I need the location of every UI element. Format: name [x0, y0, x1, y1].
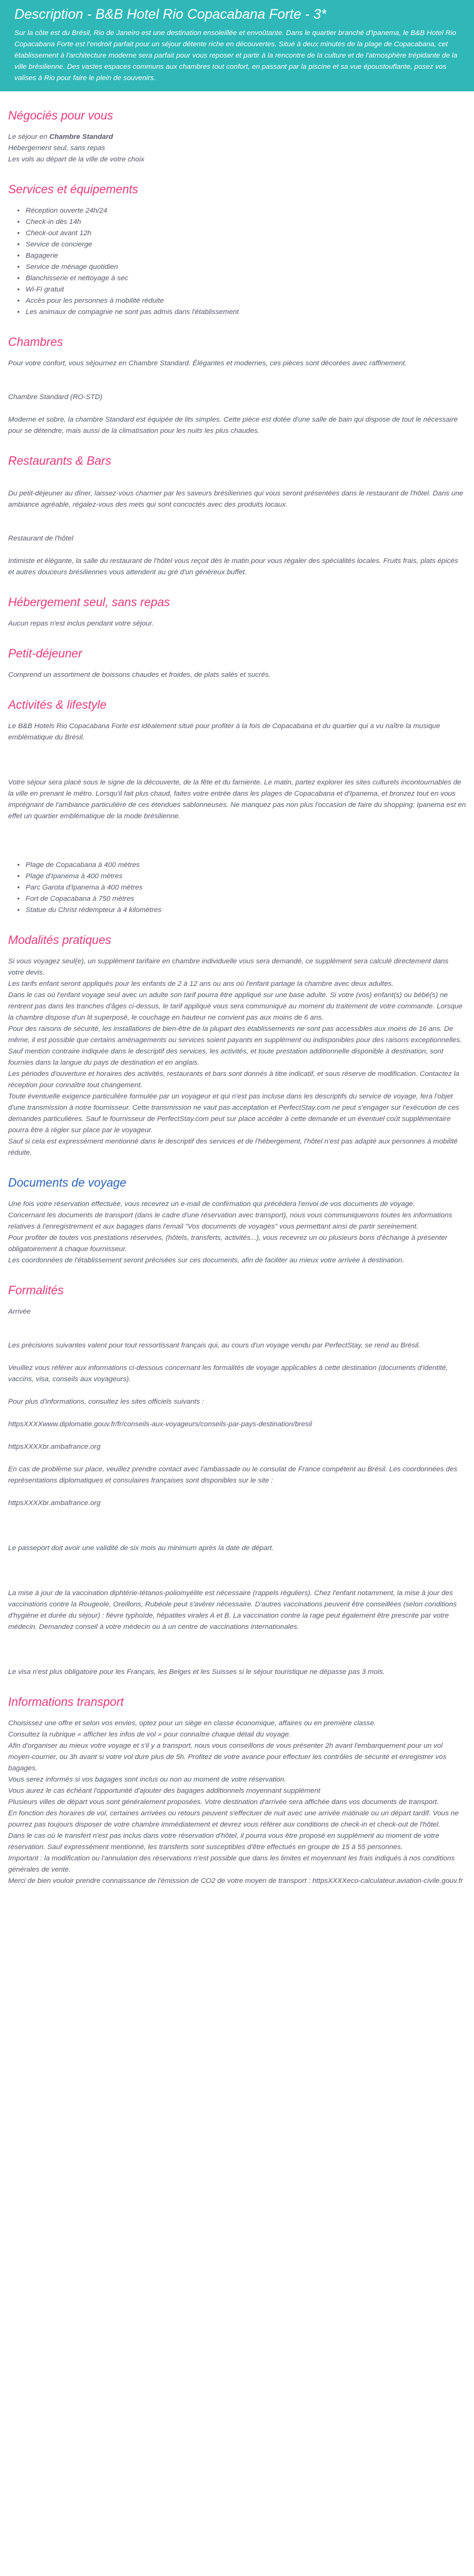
restaurants-title: Restaurants & Bars: [8, 455, 111, 468]
diplomatie-link[interactable]: httpsXXXXwww.diplomatie.gouv.fr/fr/conseils-aux-voyageurs/conseils-par-pays-destination/bresil: [8, 1421, 312, 1428]
documents-line: Les coordonnées de l'établissement seront précisées sur ces documents, afin de faciliter au mieux votre arrivée à destination.: [8, 1257, 405, 1264]
description-banner: [0, 0, 474, 91]
list-item: • Parc Garota d'Ipanema à 400 mètres: [26, 882, 466, 893]
formalites-visa: Le visa n'est plus obligatoire pour les Français, les Belges et les Suisses si le séjour touristique ne dépasse pas 3 mois.: [8, 1668, 385, 1676]
list-item: • Plage d'Ipanema à 400 mètres: [26, 871, 466, 882]
documents-line: Pour profiter de toutes vos prestations réservées, (hôtels, transferts, activités...), vous recevrez un ou plusieurs bons d'échange à présenter obligatoirement à chaque fournisseur.: [8, 1234, 448, 1253]
list-item: • Wi-Fi gratuit: [26, 284, 466, 295]
list-item: • Check-out avant 12h: [26, 228, 466, 239]
documents-title: Documents de voyage: [8, 1177, 127, 1190]
petitdej-section: [8, 647, 466, 681]
transport-line: Plusieurs villes de départ vous sont généralement proposées. Votre destination d'arrivée sera affichée dans vos documents de transport.: [8, 1798, 439, 1806]
formalites-sites-intro: Pour plus d'informations, consultez les sites officiels suivants :: [8, 1398, 204, 1406]
petitdej-text: Comprend un assortiment de boissons chaudes et froides, de plats salés et sucrés.: [8, 671, 271, 679]
hebergement-text: Aucun repas n'est inclus pendant votre séjour.: [8, 620, 154, 627]
transport-line: Dans le cas où le transfert n'est pas inclus dans votre réservation d'hôtel, il pourra vous être proposé en supplément au moment de votre réservation. Sauf expressément mentionné, les transferts sont susceptibles d'être effectués en groupe de 15 à 55 personnes.: [8, 1832, 440, 1851]
list-item: • Service de concierge: [26, 239, 466, 250]
restaurants-description: Intimiste et élégante, la salle du restaurant de l'hôtel vous reçoit dès le matin pour vous régaler des spécialités locales. Fruits frais, plats épicés et autres douceurs brésiliennes vous attendent au gré d'un généreux buffet.: [8, 557, 458, 576]
list-item: • Check-in dès 14h: [26, 216, 466, 228]
restaurants-section: [8, 454, 466, 578]
transport-line: Choisissez une offre et selon vos envies, optez pour un siège en classe économique, affaires ou en première classe.: [8, 1720, 376, 1727]
formalites-section: [8, 1284, 466, 1678]
modalites-line: Si vous voyagez seul(e), un supplément tarifaire en chambre individuelle vous sera demandé, ce supplément sera calculé directement dans votre devis.: [8, 958, 449, 976]
negocies-section: [8, 109, 466, 165]
modalites-line: Les tarifs enfant seront appliqués pour les enfants de 2 à 12 ans ou ans où l'enfant partage la chambre avec deux adultes.: [8, 980, 394, 988]
formalites-vaccination: La mise à jour de la vaccination diphtérie-tétanos-poliomyélite est nécessaire (rappels réguliers). Chez l'enfant notamment, la mise à jour des vaccinations contre la Rougeole, Oreillons, Rubéole peut s'avérer nécessaire. D'autres vaccinations peuvent être conseillées (selon conditions d'hygiène et durée du séjour) : fièvre typhoïde, hépatites virales A et B. La vaccination contre la rage peut également être prescrite par votre médecin. Demandez conseil à votre médecin ou à un centre de vaccinations internationales.: [8, 1590, 457, 1631]
negocies-line-room: [8, 131, 466, 143]
chambres-room-description: Moderne et sobre, la chambre Standard est équipée de lits simples. Cette pièce est dotée d'une salle de bain qui dispose de tout le nécessaire pour se détendre, mais aussi de la climatisation pour les nuits les plus chaudes.: [8, 416, 458, 435]
modalites-line: Les périodes d'ouverture et horaires des activités, restaurants et bars sont donnés à titre indicatif, et sous réserve de modification. Contactez la réception pour connaître tout changement.: [8, 1070, 460, 1089]
documents-section: [8, 1176, 466, 1266]
services-list: [8, 205, 466, 318]
chambres-room-name: Chambre Standard (RO-STD): [8, 393, 103, 401]
formalites-passport: Le passeport doit avoir une validité de six mois au minimum après la date de départ.: [8, 1544, 274, 1552]
list-item: • Accès pour les personnes à mobilité réduite: [26, 295, 466, 307]
transport-line: En fonction des horaires de vol, certaines arrivées ou retours peuvent s'effectuer de nuit avec une arrivée matinale ou un départ tardif. Vous ne pourrez pas toujours disposer de votre chambre immédiatement et devrez vous référer aux conditions de check-in et check-out de l'hôtel.: [8, 1810, 459, 1828]
formalites-intro: Les précisions suivantes valent pour tout ressortissant français qui, au cours d'un voyage vendu par PerfectStay, se rend au Brésil.: [8, 1342, 421, 1349]
list-item: • Statue du Christ rédempteur à 4 kilomètres: [26, 905, 466, 916]
activites-description: Votre séjour sera placé sous le signe de la découverte, de la fête et du farniente. Le matin, partez explorer les sites culturels incontournables de la ville en prenant le métro. Lorsqu'il fait plus chaud, faites votre entrée dans les plages de Copacabana et d'Ipanema, et bronzez tout en vous imprégnant de l'ambiance particulière de ces étendues sablonneuses. Ne manquez pas non plus l'occasion de faire du shopping; Ipanema est en effet un quartier emblématique de la mode brésilienne.: [8, 779, 466, 820]
list-item: • Bagagerie: [26, 250, 466, 261]
modalites-line: Pour des raisons de sécurité, les installations de bien-être de la plupart des établissements ne sont pas accessibles aux moins de 16 ans. De même, il est possible que certains aménagements ou services soient payants en supplément ou indisponibles pour des raisons exceptionnelles.: [8, 1025, 462, 1044]
list-item: • Fort de Copacabana à 750 mètres: [26, 893, 466, 905]
petitdej-title: Petit-déjeuner: [8, 647, 83, 661]
list-item: • Réception ouverte 24h/24: [26, 205, 466, 216]
modalites-section: [8, 933, 466, 1159]
ambafrance-link[interactable]: httpsXXXXbr.ambafrance.org: [8, 1443, 101, 1451]
list-item: • Service de ménage quotidien: [26, 261, 466, 273]
formalites-refer: Veuillez vous référer aux informations ci-dessous concernant les formalités de voyage applicables à cette destination (documents d'identité, vaccins, visa, conseils aux voyageurs).: [8, 1364, 448, 1383]
chambres-section: [8, 335, 466, 437]
ambafrance-link-2[interactable]: httpsXXXXbr.ambafrance.org: [8, 1499, 101, 1507]
intro-paragraph: Sur la côte est du Brésil, Rio de Janeiro est une destination ensoleillée et envoûtante. Dans le quartier branché d'Ipanema, le B&B Hotel Rio Copacabana Forte est l'endroit parfait pour un séjour détente riche en découvertes. Situé à deux minutes de la plage de Copacabana, cet établissement à l'architecture moderne sera parfait pour vous reposer et partir à la rencontre de la culture et de l'atmosphère trépidante de la ville brésilienne. Des vastes espaces communs aux chambres tout confort, en passant par la piscine et sa vue époustouflante, posez vos valises à Rio pour faire le plein de souvenirs.: [14, 29, 458, 82]
chambres-intro: Pour votre confort, vous séjournez en Chambre Standard. Élégantes et modernes, ces pièces sont décorées avec raffinement.: [8, 360, 407, 367]
list-item: • Blanchisserie et nettoyage à sec: [26, 273, 466, 284]
modalites-line: Toute éventuelle exigence particulière formulée par un voyageur et qui n'est pas incluse dans les descriptifs du service de voyage, fera l'objet d'une transmission à notre fournisseur. Cette transmission ne vaut pas acceptation et PerfectStay.com ne peut s'engager sur l'exécution de ces demandes particulières. Sauf le fournisseur de PerfectStay.com peut sur place accéder à cette demande et un éventuel coût supplémentaire pourra être à régler sur place par le voyageur.: [8, 1093, 460, 1134]
negocies-title: Négociés pour vous: [8, 109, 113, 123]
transport-title: Informations transport: [8, 1696, 124, 1709]
modalites-line: Sauf si cela est expressément mentionné dans le descriptif des services et de l'hébergement, l'hôtel n'est pas adapté aux personnes à mobilité réduite.: [8, 1138, 458, 1157]
hebergement-section: [8, 596, 466, 629]
chambres-title: Chambres: [8, 336, 63, 349]
documents-line: Concernant les documents de transport (dans le cadre d'une réservation avec transport), nous vous communiquerons toutes les informations relatives à l'enregistrement et aux bagages dans l'email "Vos documents de voyages" vous permettant ainsi de partir sereinement.: [8, 1212, 453, 1230]
transport-line: Afin d'organiser au mieux votre voyage et s'il y a transport, nous vous conseillons de vous présenter 2h avant l'embarquement pour un vol moyen-courrier, ou 3h avant si votre vol dure plus de 5h. Profitez de votre avance pour effectuer les contrôles de sécurité et enregistrer vos bagages.: [8, 1742, 446, 1772]
negocies-room-type: Chambre Standard: [49, 133, 113, 141]
hebergement-title: Hébergement seul, sans repas: [8, 596, 170, 609]
list-item: • Les animaux de compagnie ne sont pas admis dans l'établissement: [26, 307, 466, 318]
page-title: Description - B&B Hotel Rio Copacabana Forte - 3*: [14, 6, 326, 22]
transport-line: Vous aurez le cas échéant l'opportunité d'ajouter des bagages additionnels moyennant supplément: [8, 1787, 321, 1795]
restaurants-subtitle: Restaurant de l'hôtel: [8, 535, 74, 542]
transport-line: Important : la modification ou l'annulation des réservations n'est possible que dans les limites et moyennant les frais indiqués à nos conditions générales de vente.: [8, 1855, 455, 1874]
activites-title: Activités & lifestyle: [8, 699, 107, 712]
formalites-title: Formalités: [8, 1284, 64, 1297]
formalites-arrivee: Arrivée: [8, 1308, 31, 1316]
modalites-title: Modalités pratiques: [8, 934, 111, 947]
transport-line: Consultez la rubrique « afficher les infos de vol » pour connaître chaque détail du voyage.: [8, 1731, 291, 1738]
activites-intro: Le B&B Hotels Rio Copacabana Forte est idéalement situé pour profiter à la fois de Copacabana et du quartier qui a vu naître la musique emblématique du Brésil.: [8, 723, 440, 741]
activites-list: [8, 860, 466, 916]
restaurants-intro: Du petit-déjeuner au dîner, laissez-vous charmer par les saveurs brésiliennes qui vous seront présentées dans le restaurant de l'hôtel. Dans une ambiance agréable, régalez-vous des mets qui sont concoctés avec des produits locaux.: [8, 490, 463, 509]
activites-section: [8, 698, 466, 916]
modalites-line: Sauf mention contraire indiquée dans le descriptif des services, les activités, et toute prestation additionnelle disponible à destination, sont fournies dans la langue du pays de destination et en anglais.: [8, 1048, 443, 1067]
modalites-line: Dans le cas où l'enfant voyage seul avec un adulte son tarif pourra être appliqué sur une base adulte. Si votre (vos) enfant(s) ou bébé(s) ne rentrent pas dans les tranches d'âges ci-dessus, le tarif appliqué vous sera communiqué au moment du traitement de votre commande. Lorsque la chambre dispose d'un lit superposé, le couchage en hauteur ne convient pas aux moins de 6 ans.: [8, 991, 463, 1022]
negocies-line-flights: Les vols au départ de la ville de votre choix: [8, 156, 144, 163]
formalites-problem: En cas de problème sur place, veuillez prendre contact avec l'ambassade ou le consulat de France compétent au Brésil. Les coordonnées des représentations diplomatiques et consulaires françaises sont disponibles sur le site :: [8, 1466, 458, 1484]
services-title: Services et équipements: [8, 183, 139, 196]
list-item: • Plage de Copacabana à 400 mètres: [26, 860, 466, 871]
transport-line: Merci de bien vouloir prendre connaissance de l'émission de CO2 de votre moyen de transport : httpsXXXXeco-calculateur.aviation-civile.gouv.fr: [8, 1877, 463, 1885]
negocies-room-prefix: Le séjour en: [8, 133, 49, 141]
transport-section: [8, 1695, 466, 1887]
documents-line: Une fois votre réservation effectuée, vous recevrez un e-mail de confirmation qui précèdera l'envoi de vos documents de voyage.: [8, 1200, 415, 1208]
services-section: [8, 183, 466, 318]
negocies-line-board: Hébergement seul, sans repas: [8, 145, 106, 152]
transport-line: Vous serez informés si vos bagages sont inclus ou non au moment de votre réservation.: [8, 1776, 286, 1783]
